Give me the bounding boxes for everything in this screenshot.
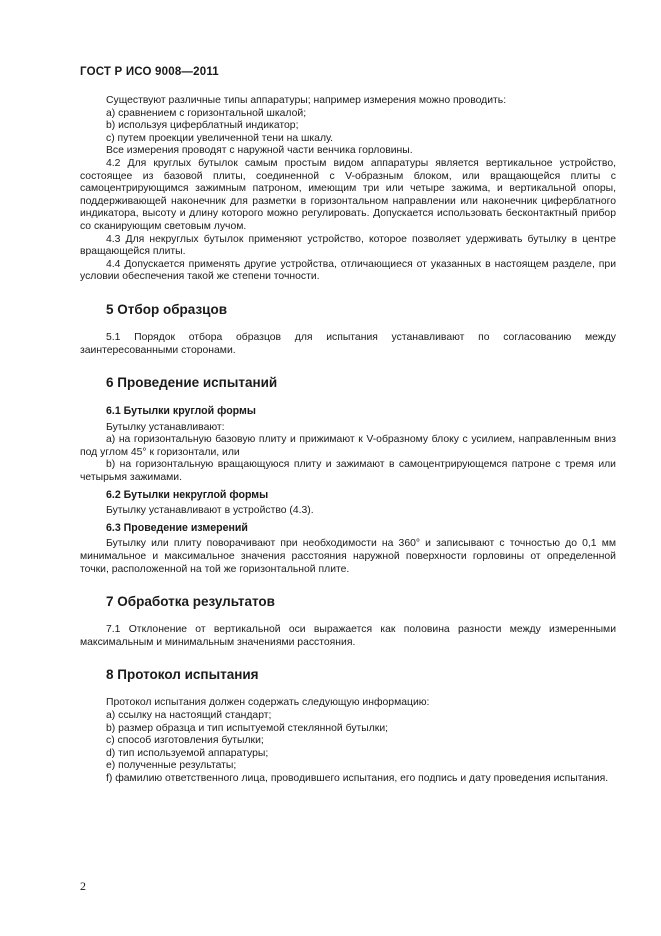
section-8-title: 8 Протокол испытания — [106, 667, 259, 683]
s6-item-a: а) на горизонтальную базовую плиту и прижимают к V-образному блоку с усилием, направленным вниз под углом 45° к горизонтали, или — [80, 434, 616, 458]
document-body — [80, 95, 616, 786]
s8-paragraph: Протокол испытания должен содержать следующую информацию: — [106, 697, 430, 709]
intro-paragraph: Существуют различные типы аппаратуры; например измерения можно проводить: — [106, 95, 507, 106]
section-7-title: 7 Обработка результатов — [106, 594, 275, 610]
s8-item-a: а) ссылку на настоящий стандарт; — [106, 710, 272, 721]
page-number: 2 — [80, 879, 86, 893]
s8-item-c: с) способ изготовления бутылки; — [106, 735, 264, 747]
clause-5-1: 5.1 Порядок отбора образцов для испытания устанавливают по согласованию между заинтересованными сторонами. — [80, 331, 616, 356]
section-6-title: 6 Проведение испытаний — [106, 375, 278, 391]
s8-item-d: d) тип используемой аппаратуры; — [106, 747, 269, 759]
s8-item-f: f) фамилию ответственного лица, проводившего испытания, его подпись и дату проведения испытания. — [106, 772, 609, 784]
clause-4-2: 4.2 Для круглых бутылок самым простым видом аппаратуры является вертикальное устройство, состоящее из базовой плиты, соединенной с V-образным блоком, или вращающейся плиты с самоцентрирующимся зажимным патроном, имеющим три или четыре зажима, и вертикальной опоры, поддерживающей наконечник для разметки в горизонтальном направлении или наконечник циферблатного индикатора, высоту и длину которого можно регулировать. Допускается использовать бесконтактный прибор со сканирующим световым лучом. — [80, 157, 616, 232]
clause-4-4: 4.4 Допускается применять другие устройства, отличающиеся от указанных в настоящем разделе, при условии обеспечения такой же степени точности. — [80, 258, 616, 283]
s6-paragraph-3: Бутылку или плиту поворачивают при необходимости на 360° и записывают с точностью до 0,1 мм минимальное и максимальное значения расстояния наружной поверхности горловины от определенной точки, расположенной на той же горизонтальной плите. — [80, 538, 616, 575]
document-header: ГОСТ Р ИСО 9008—2011 — [80, 66, 219, 78]
subsection-6-2-title: 6.2 Бутылки некруглой формы — [106, 488, 269, 501]
intro-item-b: b) используя циферблатный индикатор; — [106, 120, 299, 132]
s6-item-b: b) на горизонтальную вращающуюся плиту и зажимают в самоцентрирующемся патроне с тремя или четырьмя зажимами. — [80, 459, 616, 484]
s8-item-b: b) размер образца и тип испытуемой стеклянной бутылки; — [106, 722, 389, 734]
clause-7-1: 7.1 Отклонение от вертикальной оси выражается как половина разности между измеренными максимальным и минимальным значениями расстояния. — [80, 624, 616, 648]
s6-paragraph-2: Бутылку устанавливают в устройство (4.3). — [106, 505, 314, 517]
s8-item-e: е) полученные результаты; — [106, 760, 237, 772]
intro-item-c: с) путем проекции увеличенной тени на шкалу. — [106, 132, 334, 144]
clause-4-3: 4.3 Для некруглых бутылок применяют устройство, которое позволяет удерживать бутылку в центре вращающейся плиты. — [80, 233, 616, 258]
s6-paragraph-1: Бутылку устанавливают: — [106, 421, 225, 433]
subsection-6-1-title: 6.1 Бутылки круглой формы — [106, 405, 256, 418]
intro-paragraph-2: Все измерения проводят с наружной части венчика горловины. — [106, 145, 413, 157]
subsection-6-3-title: 6.3 Проведение измерений — [106, 521, 248, 534]
intro-item-a: а) сравнением с горизонтальной шкалой; — [106, 107, 307, 119]
section-5-title: 5 Отбор образцов — [106, 301, 228, 317]
